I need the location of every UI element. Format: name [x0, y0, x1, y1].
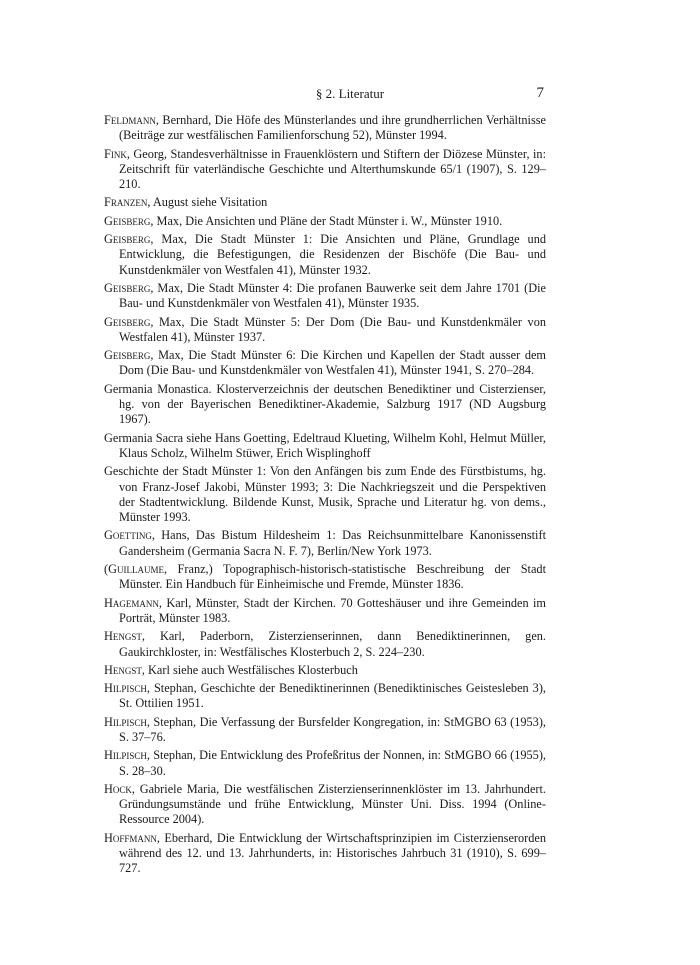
entry-text: , Max, Die Stadt Münster 1: Die Ansichten und Pläne, Grundlage und Entwicklung, die Befestigungen, die Residenzen der Bischöfe (Die Bau- und Kunstdenkmäler von Westfalen 41), Münster 1932. [119, 232, 546, 277]
bibliography-entry [104, 782, 546, 828]
entry-text: , Hans, Das Bistum Hildesheim 1: Das Reichsunmittelbare Kanonissenstift Gandersheim (Germania Sacra N. F. 7), Berlin/New York 1973. [119, 528, 546, 558]
entry-author: Geisberg [104, 314, 151, 329]
entry-text: Germania Sacra siehe Hans Goetting, Edeltraud Klueting, Wilhelm Kohl, Helmut Müller, Klaus Scholz, Wilhelm Stüwer, Erich Wisplinghoff [104, 430, 546, 460]
entry-text: , Franz,) Topographisch-historisch-statistische Beschreibung der Stadt Münster. Ein Handbuch für Einheimische und Fremde, Münster 1836. [119, 562, 546, 592]
bibliography-entry [104, 147, 546, 193]
entry-author: Hilpisch [104, 681, 147, 696]
entry-text: , Karl siehe auch Westfälisches Klosterbuch [141, 662, 358, 677]
entry-text: , Eberhard, Die Entwicklung der Wirtschaftsprinzipien im Cisterzienserorden während des 12. und 13. Jahrhunderts, in: Historisches Jahrbuch 31 (1910), S. 699–727. [119, 830, 546, 876]
entry-text: , Max, Die Stadt Münster 6: Die Kirchen und Kapellen der Stadt ausser dem Dom (Die Bau- und Kunstdenkmäler von Westfalen 41), Münster 1941, S. 270–284. [119, 348, 546, 378]
entry-author: Hilpisch [104, 714, 147, 729]
entry-author: Fink [104, 146, 127, 161]
bibliography-list [104, 113, 546, 880]
entry-text: , Max, Die Stadt Münster 4: Die profanen Bauwerke seit dem Jahre 1701 (Die Bau- und Kunstdenkmäler von Westfalen 41), Münster 1935. [119, 280, 546, 311]
entry-text: , Max, Die Stadt Münster 5: Der Dom (Die Bau- und Kunstdenkmäler von Westfalen 41), Münster 1937. [119, 314, 546, 344]
entry-text: , Gabriele Maria, Die westfälischen Zisterzienserinnenklöster im 13. Jahrhundert. Gründungsumstände und frühe Entwicklung, Münster Uni. Diss. 1994 (Online-Ressource 2004). [119, 781, 546, 827]
bibliography-entry [104, 382, 546, 428]
entry-author: Geisberg [104, 348, 151, 363]
entry-text: , Karl, Paderborn, Zisterzienserinnen, dann Benediktinerinnen, gen. Gaukirchkloster, in: Westfälisches Klosterbuch 2, S. 224–230. [119, 629, 546, 659]
entry-text: , August siehe Visitation [147, 195, 268, 210]
bibliography-entry [104, 315, 546, 346]
entry-text: , Stephan, Geschichte der Benediktinerinnen (Benediktinisches Geistesleben 3), St. Ottilien 1951. [119, 681, 546, 711]
entry-text: , Bernhard, Die Höfe des Münsterlandes und ihre grundherrlichen Verhältnisse (Beiträge zur westfälischen Familienforschung 52), Münster 1994. [119, 113, 546, 143]
entry-text: Germania Monastica. Klosterverzeichnis der deutschen Benediktiner und Cisterzienser, hg. von der Bayerischen Benediktiner-Akademie, Salzburg 1917 (ND Augsburg 1967). [104, 381, 546, 427]
bibliography-entry [104, 348, 546, 379]
bibliography-entry [104, 281, 546, 312]
entry-text: , Georg, Standesverhältnisse in Frauenklöstern und Stiftern der Diözese Münster, in: Zeitschrift für vaterländische Geschichte und Alterthumskunde 65/1 (1907), S. 129–210. [119, 146, 546, 192]
entry-author: Franzen [104, 195, 148, 210]
bibliography-entry [104, 596, 546, 627]
bibliography-entry [104, 681, 546, 712]
entry-author: Hilpisch [104, 748, 147, 763]
entry-text: , Karl, Münster, Stadt der Kirchen. 70 Gotteshäuser und ihre Gemeinden im Porträt, Münster 1983. [119, 595, 546, 625]
bibliography-entry [104, 195, 546, 210]
entry-text: , Max, Die Ansichten und Pläne der Stadt Münster i. W., Münster 1910. [150, 213, 503, 228]
entry-text: , Stephan, Die Verfassung der Bursfelder Kongregation, in: StMGBO 63 (1953), S. 37–76. [119, 714, 546, 744]
bibliography-entry [104, 715, 546, 746]
bibliography-entry [104, 464, 546, 525]
bibliography-entry [104, 748, 546, 779]
bibliography-entry [104, 831, 546, 877]
entry-author: Geisberg [104, 280, 151, 295]
running-header: § 2. Literatur [315, 86, 385, 101]
entry-author: Hoffmann [104, 830, 157, 845]
entry-author: Feldmann [104, 113, 156, 127]
entry-author: Hock [104, 781, 132, 796]
entry-text: , Stephan, Die Entwicklung des Profeßritus der Nonnen, in: StMGBO 66 (1955), S. 28–30. [119, 748, 546, 778]
bibliography-entry [104, 232, 546, 278]
bibliography-entry [104, 663, 546, 678]
entry-author: Hagemann [104, 595, 159, 610]
page-number: 7 [536, 85, 544, 101]
bibliography-entry [104, 629, 546, 660]
bibliography-entry [104, 528, 546, 559]
entry-author: (Guillaume [104, 562, 164, 577]
entry-author: Hengst [104, 629, 142, 644]
entry-author: Geisberg [104, 213, 151, 228]
entry-author: Geisberg [104, 232, 151, 247]
entry-text: Geschichte der Stadt Münster 1: Von den Anfängen bis zum Ende des Fürstbistums, hg. von Franz-Josef Jakobi, Münster 1993; 3: Die Nachkriegszeit und die Perspektiven der Stadtentwicklung. Bildende Kunst, Musik, Sprache und Literatur hg. von dems., Münster 1993. [104, 464, 546, 525]
entry-author: Hengst [104, 662, 142, 677]
bibliography-entry [104, 113, 546, 144]
bibliography-entry [104, 431, 546, 462]
entry-author: Goetting [104, 528, 152, 543]
bibliography-entry [104, 214, 546, 229]
bibliography-entry [104, 562, 546, 593]
